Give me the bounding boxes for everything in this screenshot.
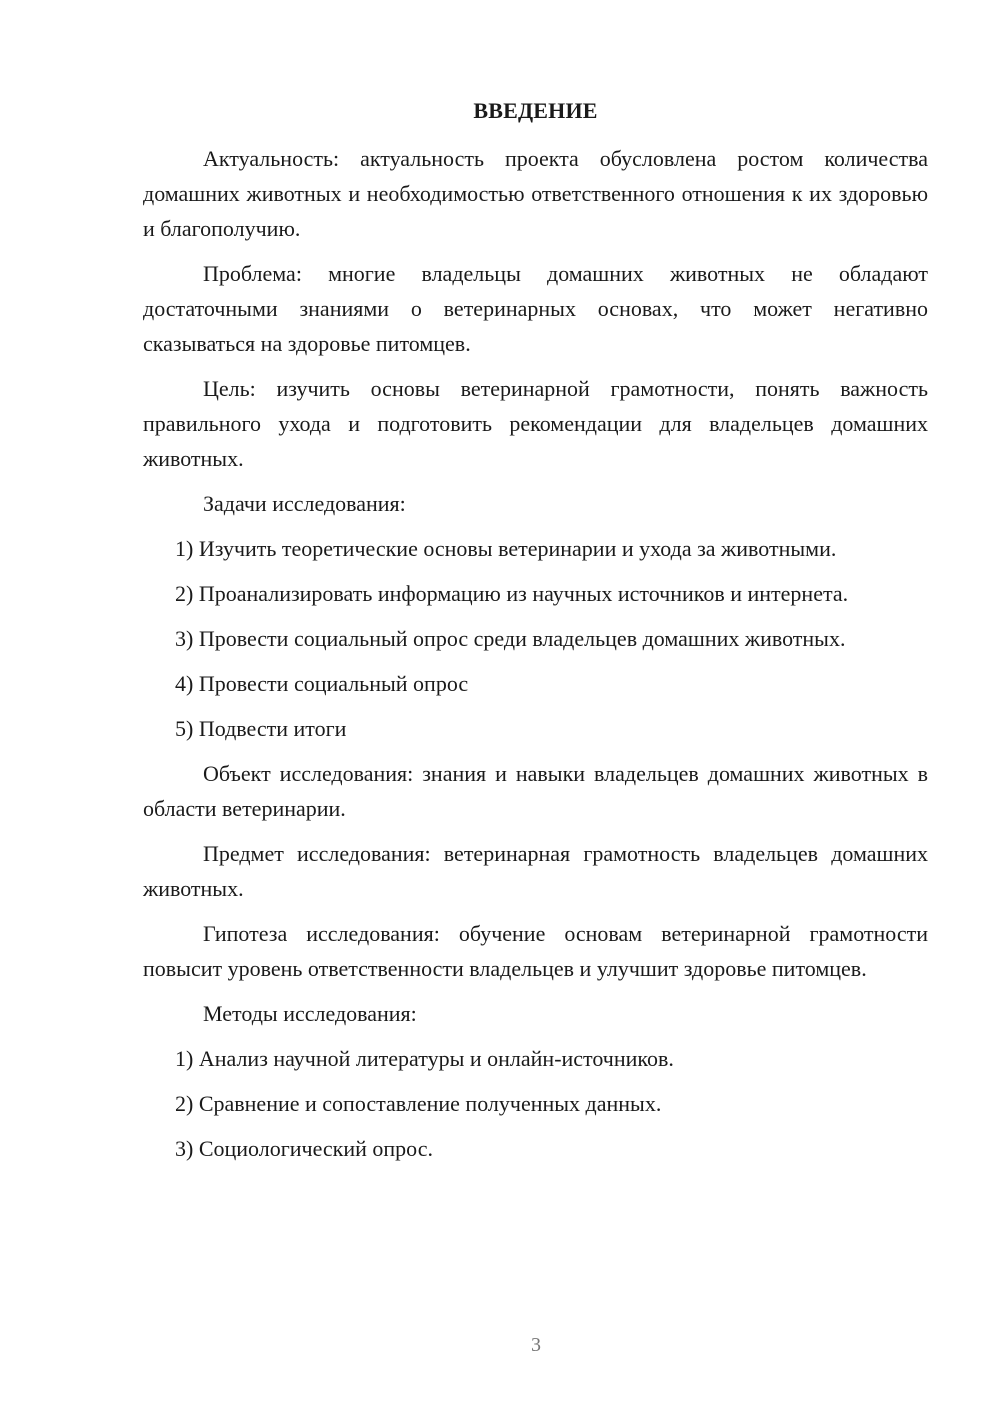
paragraph-relevance: Актуальность: актуальность проекта обусловлена ростом количества домашних животных и необходимостью ответственного отношения к их здоровью и благополучию. [143, 146, 928, 241]
paragraph-problem: Проблема: многие владельцы домашних животных не обладают достаточными знаниями о ветеринарных основах, что может негативно сказываться на здоровье питомцев. [143, 261, 928, 356]
task-item-3: 3) Провести социальный опрос среди владельцев домашних животных. [175, 626, 846, 651]
task-item-2: 2) Проанализировать информацию из научных источников и интернета. [175, 581, 849, 606]
paragraph-tasks-heading: Задачи исследования: [203, 491, 406, 516]
paragraph-methods-heading: Методы исследования: [203, 1001, 417, 1026]
paragraph-object: Объект исследования: знания и навыки владельцев домашних животных в области ветеринарии. [143, 761, 928, 821]
task-item-5: 5) Подвести итоги [175, 716, 347, 741]
page-number: 3 [531, 1334, 541, 1356]
task-item-1: 1) Изучить теоретические основы ветеринарии и ухода за животными. [175, 536, 837, 561]
method-item-3: 3) Социологический опрос. [175, 1136, 433, 1161]
method-item-1: 1) Анализ научной литературы и онлайн-источников. [175, 1046, 674, 1071]
paragraph-hypothesis: Гипотеза исследования: обучение основам ветеринарной грамотности повысит уровень ответственности владельцев и улучшит здоровье питомцев. [143, 921, 928, 981]
paragraph-goal: Цель: изучить основы ветеринарной грамотности, понять важность правильного ухода и подготовить рекомендации для владельцев домашних животных. [143, 376, 928, 471]
method-item-2: 2) Сравнение и сопоставление полученных данных. [175, 1091, 662, 1116]
section-heading: ВВЕДЕНИЕ [473, 98, 598, 123]
task-item-4: 4) Провести социальный опрос [175, 671, 469, 696]
document-page [143, 96, 928, 1176]
paragraph-subject: Предмет исследования: ветеринарная грамотность владельцев домашних животных. [143, 841, 928, 901]
